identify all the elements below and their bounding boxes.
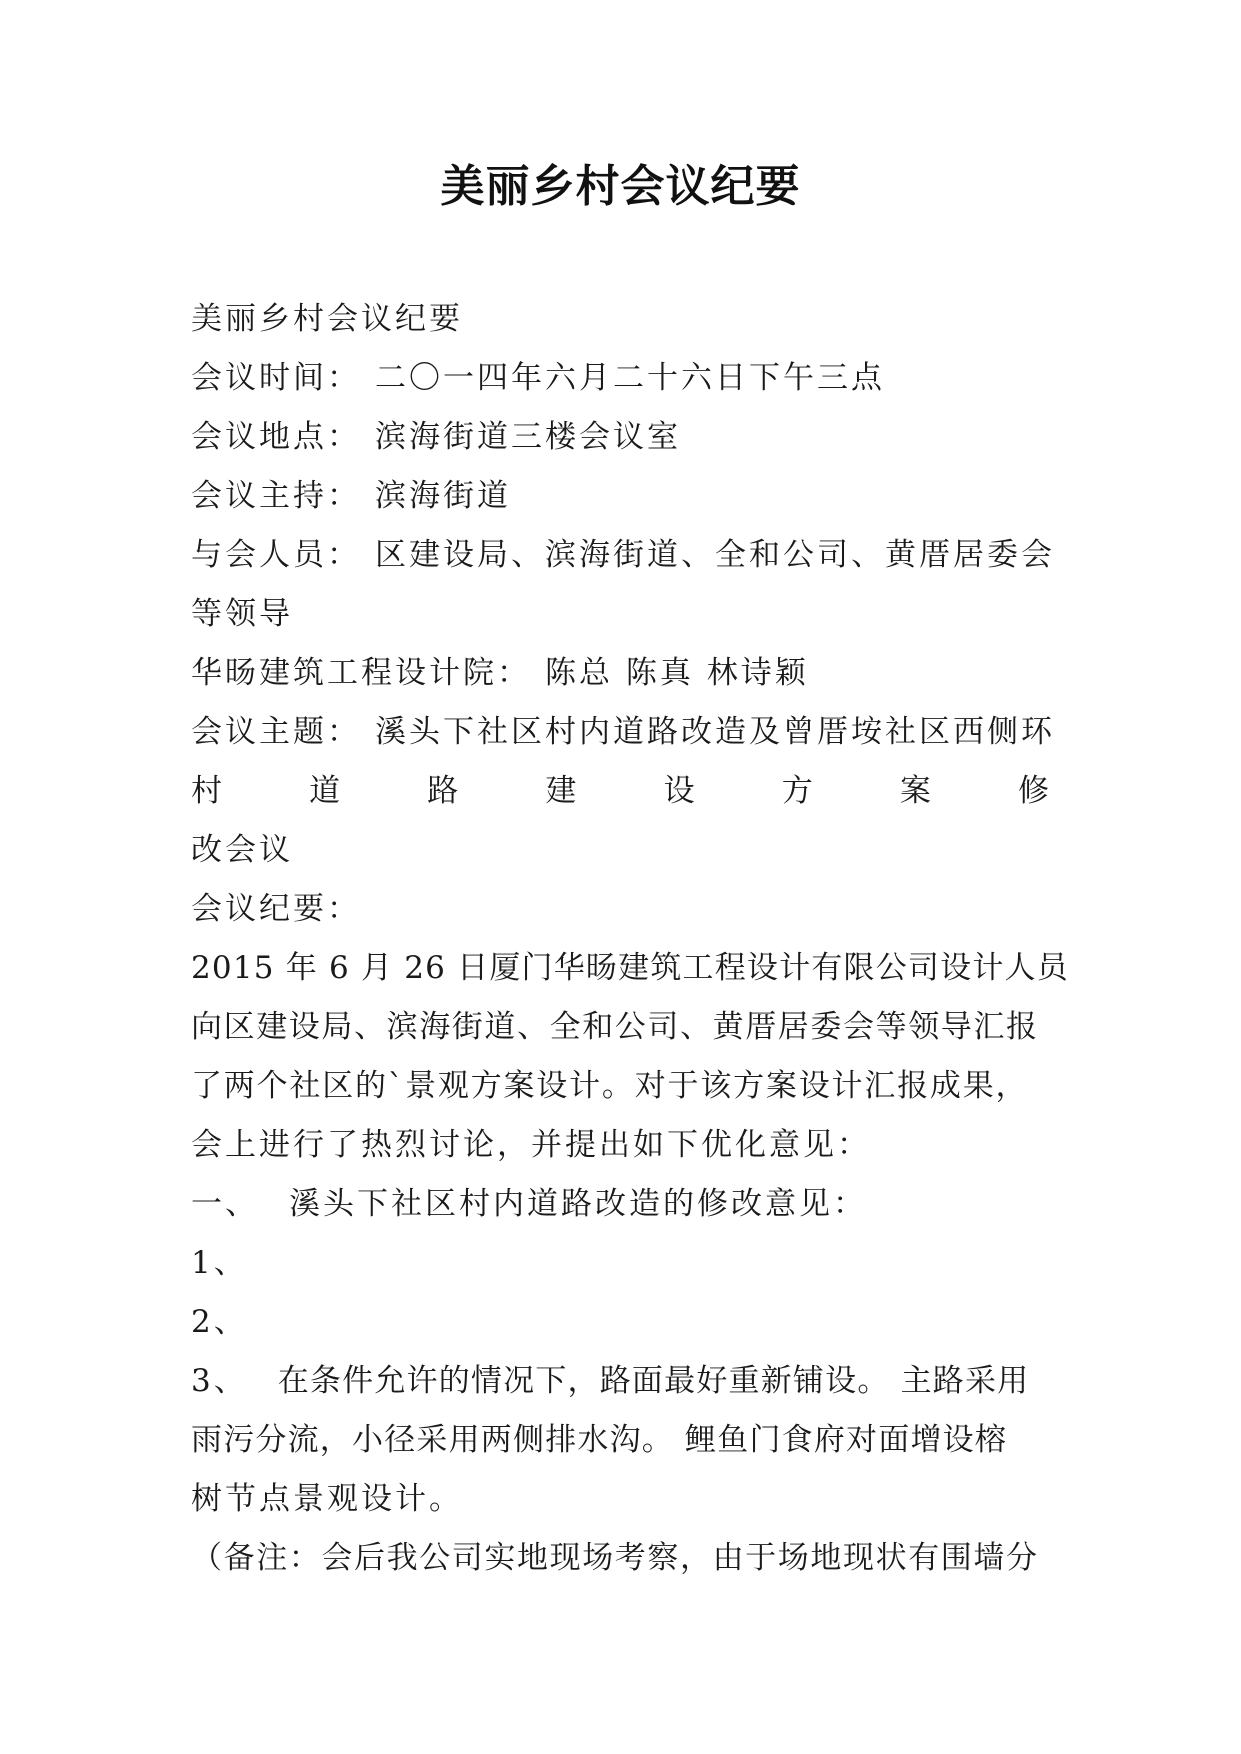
attendees-value: 区建设局、滨海街道、全和公司、黄厝居委会 — [375, 537, 1055, 573]
list-item-text: 在条件允许的情况下，路面最好重新铺设。 主路采用 — [277, 1363, 1030, 1399]
justified-char: 方 — [781, 773, 813, 809]
paragraph-line: 2015 年 6 月 26 日厦门华旸建筑工程设计有限公司设计人员 — [191, 950, 1069, 986]
meeting-host-value: 滨海街道 — [375, 478, 511, 514]
justified-char: 路 — [427, 773, 459, 809]
justified-char: 修 — [1017, 773, 1049, 809]
meeting-host-line — [191, 467, 1049, 526]
paragraph-line: 等领导 — [191, 596, 293, 632]
section-heading: 会议纪要： — [191, 891, 361, 927]
meeting-time-line — [191, 349, 1049, 408]
meeting-topic-line — [191, 703, 1055, 762]
meeting-time-label: 会议时间： — [191, 360, 361, 396]
paragraph-line: 会上进行了热烈讨论，并提出如下优化意见： — [191, 1127, 871, 1163]
paragraph-line: 雨污分流，小径采用两侧排水沟。 鲤鱼门食府对面增设榕 — [191, 1422, 1008, 1458]
paragraph-line: 了两个社区的`景观方案设计。对于该方案设计汇报成果， — [191, 1068, 1029, 1104]
attendees-line — [191, 526, 1055, 585]
document-body — [191, 290, 1069, 1588]
meeting-location-line — [191, 408, 1049, 467]
justified-char: 案 — [899, 773, 931, 809]
list-heading-text: 溪头下社区村内道路改造的修改意见： — [289, 1186, 867, 1222]
meeting-topic-label: 会议主题： — [191, 714, 361, 750]
note-line: （备注：会后我公司实地现场考察，由于场地现状有围墙分 — [191, 1540, 1039, 1576]
design-institute-members: 陈总 陈真 林诗颖 — [545, 655, 809, 691]
list-marker: 3、 — [191, 1363, 248, 1399]
design-institute-label: 华旸建筑工程设计院： — [191, 655, 531, 691]
meeting-topic-justified-line — [191, 762, 1049, 821]
attendees-label: 与会人员： — [191, 537, 361, 573]
justified-char: 设 — [663, 773, 695, 809]
list-marker: 一、 — [191, 1186, 259, 1222]
paragraph-line: 树节点景观设计。 — [191, 1481, 463, 1517]
meeting-location-label: 会议地点： — [191, 419, 361, 455]
meeting-topic-value: 溪头下社区村内道路改造及曾厝垵社区西侧环 — [375, 714, 1055, 750]
list-item — [191, 1352, 1049, 1411]
paragraph-line: 美丽乡村会议纪要 — [191, 301, 463, 337]
justified-char: 村 — [191, 773, 222, 809]
list-heading-one — [191, 1175, 1049, 1234]
meeting-time-value: 二〇一四年六月二十六日下午三点 — [375, 360, 885, 396]
paragraph-line: 改会议 — [191, 832, 293, 868]
justified-char: 道 — [309, 773, 341, 809]
justified-char: 建 — [545, 773, 577, 809]
document-title: 美丽乡村会议纪要 — [440, 161, 801, 212]
list-item: 2、 — [191, 1304, 248, 1340]
meeting-host-label: 会议主持： — [191, 478, 361, 514]
list-item: 1、 — [191, 1245, 248, 1281]
meeting-location-value: 滨海街道三楼会议室 — [375, 419, 681, 455]
design-institute-line — [191, 644, 1049, 703]
paragraph-line: 向区建设局、滨海街道、全和公司、黄厝居委会等领导汇报 — [191, 1009, 1039, 1045]
